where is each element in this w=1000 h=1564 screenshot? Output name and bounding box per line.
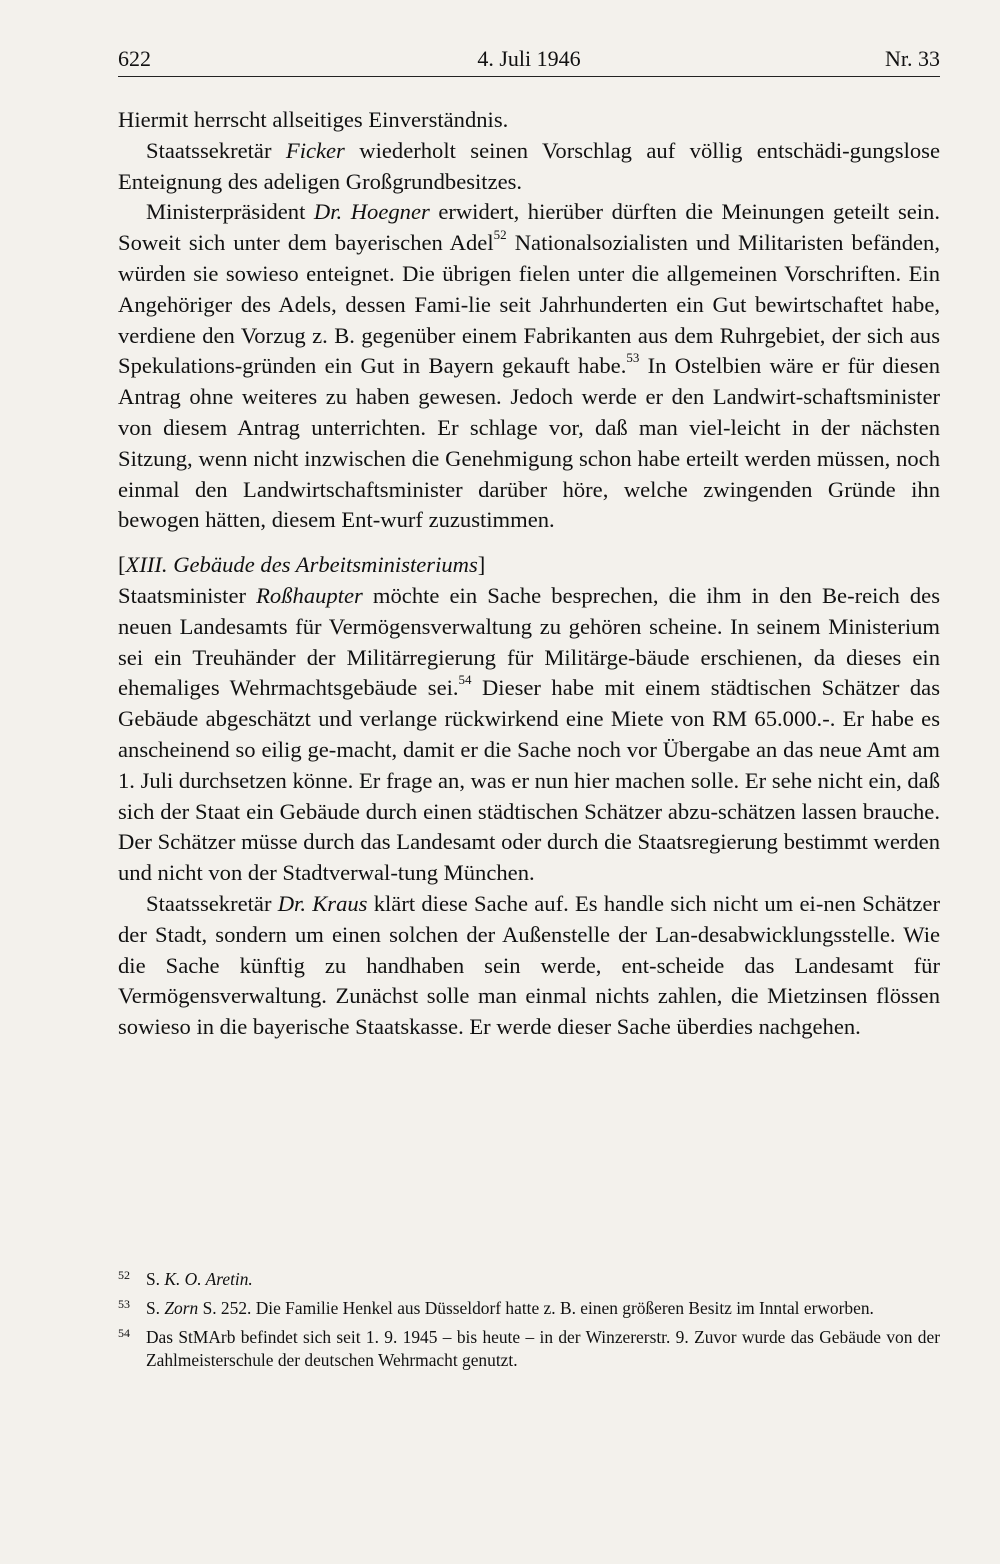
footnote-source: K. O. Aretin. bbox=[164, 1269, 253, 1289]
page-number: 622 bbox=[118, 46, 151, 71]
footnote-number: 52 bbox=[118, 1268, 130, 1282]
speaker-name: Dr. Kraus bbox=[277, 890, 368, 916]
section-title: XIII. Gebäude des Arbeitsministeriums bbox=[125, 552, 478, 578]
footnote-54 bbox=[118, 1326, 940, 1372]
paragraph-text: erwidert, hierüber dürften die Meinungen geteilt sein. Soweit sich unter dem bayerischen Adel bbox=[118, 199, 940, 256]
running-header bbox=[118, 44, 940, 74]
bracket-open: [ bbox=[118, 552, 126, 578]
footnotes bbox=[118, 1268, 940, 1378]
paragraph-text: Dieser habe mit einem städtischen Schätzer das Gebäude abgeschätzt und verlange rückwirkend eine Miete von RM 65.000.-. Er habe es anscheinend so eilig ge-macht, damit er die Sache noch vor Übergabe an das neue Amt am 1. Juli durchsetzen könne. Er frage an, was er nun hier machen solle. Er sehe nicht ein, daß sich der Staat ein Gebäude durch einen städtischen Schätzer abzu-schätzen lassen brauche. Der Schätzer müsse durch das Landesamt oder durch die Staatsregierung bestimmt werden und nicht von der Stadtverwal-tung München. bbox=[118, 675, 940, 886]
footnote-number: 53 bbox=[118, 1297, 130, 1311]
paragraph-text: Staatssekretär bbox=[146, 890, 278, 916]
footnote-number: 54 bbox=[118, 1326, 130, 1340]
paragraph-text: In Ostelbien wäre er für diesen Antrag ohne weiteres zu haben gewesen. Jedoch werde er den Landwirt-schaftsminister von diesem Antrag unterrichten. Er schlage vor, daß man viel-leicht in der nächsten Sitzung, wenn nicht inzwischen die Genehmigung schon habe erteilt werden müssen, noch einmal den Landwirtschaftsminister darüber höre, welche zwingenden Gründe ihn bewogen hätten, diesem Ent-wurf zuzustimmen. bbox=[118, 353, 940, 533]
paragraph-text: möchte ein Sache besprechen, die ihm in den Be-reich des neuen Landesamts für Vermögensverwaltung zu gehören scheine. In seinem Ministerium sei ein Treuhänder der Militärregierung für Militärge-bäude erschienen, da dieses ein ehemaliges Wehrmachtsgebäude sei. bbox=[118, 582, 940, 701]
paragraph-5 bbox=[118, 889, 940, 1043]
footnote-ref[interactable]: 52 bbox=[493, 227, 507, 243]
section-heading bbox=[118, 550, 940, 581]
bracket-close: ] bbox=[477, 552, 486, 578]
footnote-52 bbox=[118, 1268, 940, 1291]
footnote-text: S. 252. Die Familie Henkel aus Düsseldorf hatte z. B. einen größeren Besitz im Inntal erworben. bbox=[198, 1298, 874, 1318]
paragraph-2 bbox=[118, 136, 940, 198]
paragraph-text: Hiermit herrscht allseitiges Einverständnis. bbox=[118, 107, 509, 132]
speaker-name: Roßhaupter bbox=[256, 582, 363, 608]
issue-number: Nr. 33 bbox=[885, 46, 940, 71]
footnote-ref[interactable]: 54 bbox=[458, 672, 472, 688]
header-date: 4. Juli 1946 bbox=[477, 46, 581, 71]
paragraph-text: Nationalsozialisten und Militaristen befänden, würden sie sowieso enteignet. Die übrigen fielen unter die allgemeinen Vorschriften. Ein Angehöriger des Adels, dessen Fami-lie seit Jahrhunderten ein Gut bewirtschaftet habe, verdiene den Vorzug z. B. gegenüber einem Fabrikanten aus dem Ruhrgebiet, der sich aus Spekulations-gründen ein Gut in Bayern gekauft habe. bbox=[118, 230, 940, 379]
paragraph-text: wiederholt seinen Vorschlag auf völlig entschädi-gungslose Enteignung des adeligen Großgrundbesitzes. bbox=[118, 137, 940, 194]
footnote-text: Das StMArb befindet sich seit 1. 9. 1945 – bis heute – in der Winzererstr. 9. Zuvor wurde das Gebäude von der Zahlmeisterschule der deutschen Wehrmacht genutzt. bbox=[146, 1327, 940, 1370]
footnote-53 bbox=[118, 1297, 940, 1320]
paragraph-text: Ministerpräsident bbox=[146, 199, 314, 225]
paragraph-4 bbox=[118, 581, 940, 889]
paragraph-text: klärt diese Sache auf. Es handle sich nicht um ei-nen Schätzer der Stadt, sondern um einen solchen der Außenstelle der Lan-desabwicklungsstelle. Wie die Sache künftig zu handhaben sein werde, ent-scheide das Landesamt für Vermögensverwaltung. Zunächst solle man einmal nichts zahlen, die Mietzinsen flössen sowieso in die bayerische Staatskasse. Er werde dieser Sache überdies nachgehen. bbox=[118, 890, 940, 1040]
paragraph-3 bbox=[118, 197, 940, 536]
paragraph-text: Staatssekretär bbox=[146, 137, 286, 163]
footnote-text: S. bbox=[146, 1298, 165, 1318]
header-rule bbox=[118, 76, 940, 77]
speaker-name: Dr. Hoegner bbox=[313, 199, 430, 225]
footnote-text: S. bbox=[146, 1269, 165, 1289]
footnote-ref[interactable]: 53 bbox=[626, 350, 640, 366]
paragraph-text: Staatsminister bbox=[118, 582, 257, 608]
main-text bbox=[118, 105, 940, 1043]
footnote-source: Zorn bbox=[164, 1298, 199, 1318]
paragraph-1 bbox=[118, 105, 940, 136]
speaker-name: Ficker bbox=[285, 137, 345, 163]
